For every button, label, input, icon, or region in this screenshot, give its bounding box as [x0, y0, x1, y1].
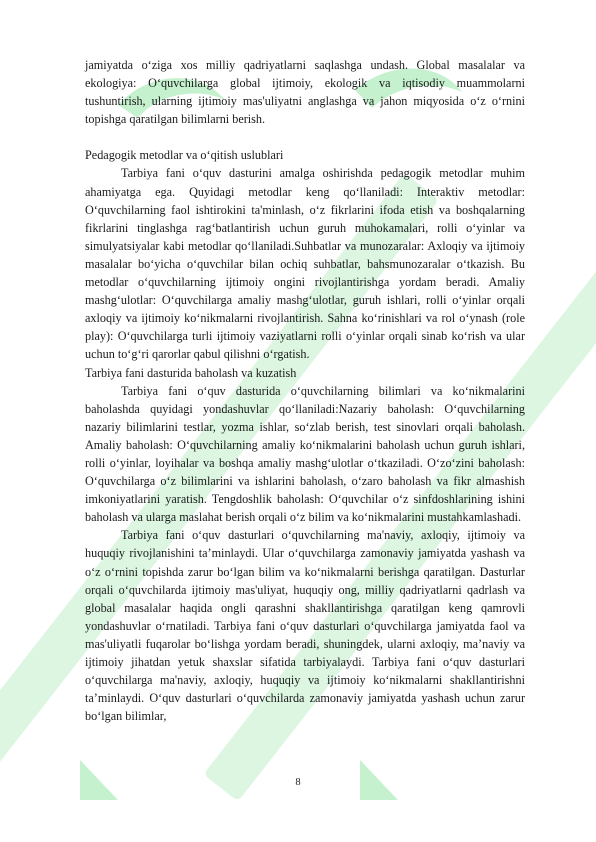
paragraph-assessment: Tarbiya fani o‘quv dasturida o‘quvchilarning bilimlari va ko‘nikmalarini baholashda quyidagi yondashuvlar qo‘llaniladi:Nazariy baholash: O‘quvchilarning nazariy bilimlarini testlar, yozma ishlar, so‘zlab berish, test sinovlari orqali baholash. Amaliy baholash: O‘quvchilarning amaliy ko‘nikmalarini baholash uchun guruh ishlari, rolli o‘yinlar, loyihalar va boshqa amaliy mashg‘ulotlar o‘tkaziladi. O‘zo‘zini baholash: O‘quvchilarga o‘z bilimlarini va ishlarini baholash, o‘zaro baholash va fikr almashish imkoniyatlarini yaratish. Tengdoshlik baholash: O‘quvchilar o‘z sinfdoshlarining ishini baholash va ularga maslahat berish orqali o‘z bilim va ko‘nikmalarini mustahkamlashadi.: [85, 383, 525, 525]
paragraph-spacer: [85, 128, 525, 146]
page-number: 8: [295, 777, 301, 788]
paragraph-curriculum-summary: Tarbiya fani o‘quv dasturlari o‘quvchilarning ma'naviy, axloqiy, ijtimoiy va huquqiy rivojlanishini ta’minlaydi. Ular o‘quvchilarga zamonaviy jamiyatda yashash va o‘z o‘rnini topishda zarur bo‘lgan bilim va ko‘nikmalarni berishga qaratilgan. Dasturlar orqali o‘quvchilarda ijtimoiy mas'uliyat, huquqiy ong, milliy qadriyatlarni qadrlash va global masalalar haqida ongli qarashni shakllantirishga qaratilgan keng qamrovli yondashuvlar o‘rnatiladi. Tarbiya fani o‘quv dasturlari o‘quvchilarga jamiyatda faol va mas'uliyatli fuqarolar bo‘lishga yordam beradi, shuningdek, ularni axloqiy, ma’naviy va ijtimoiy jihatdan yetuk shaxslar sifatida tarbiyalaydi. Tarbiya fani o‘quv dasturlari o‘quvchilarga ma'naviy, axloqiy, huquqiy va ijtimoiy ko‘nikmalarni shakllantirishni ta’minlaydi. O‘quv dasturlari o‘quvchilarda zamonaviy jamiyatda yashash uchun zarur bo‘lgan bilimlar,: [85, 528, 525, 724]
paragraph-global-issues: jamiyatda o‘ziga xos milliy qadriyatlarni saqlashga undash. Global masalalar va ekologiya: O‘quvchilarga global ijtimoiy, ekologik va iqtisodiy muammolarni tushuntirish, ularning ijtimoiy mas'uliyatni anglashga va jahon miqyosida o‘z o‘rnini topishga qaratilgan bilimlarni berish.: [85, 58, 525, 127]
document-body: [85, 56, 525, 725]
section-heading-assessment: Tarbiya fani dasturida baholash va kuzatish: [85, 365, 297, 380]
paragraph-pedagogical-methods: Tarbiya fani o‘quv dasturini amalga oshirishda pedagogik metodlar muhim ahamiyatga ega. Quyidagi metodlar keng qo‘llaniladi: Interaktiv metodlar: O‘quvchilarning faol ishtirokini ta'minlash, o‘z fikrlarini ifoda etish va boshqalarning fikrlarini tinglashga rag‘batlantirish uchun guruh muhokamalari, rolli o‘yinlar va simulyatsiyalar kabi metodlar qo‘llaniladi.Suhbatlar va munozaralar: Axloqiy va ijtimoiy masalalar bo‘yicha o‘quvchilar bilan ochiq suhbatlar, bahsmunozaralar o‘tkazish. Bu metodlar o‘quvchilarning ijtimoiy ongini rivojlantirishga yordam beradi. Amaliy mashg‘ulotlar: O‘quvchilarga amaliy mashg‘ulotlar, guruh ishlari, rolli o‘yinlar orqali axloqiy va ijtimoiy ko‘nikmalarni rivojlantirish. Sahna ko‘rinishlari va rol o‘ynash (role play): O‘quvchilarga turli ijtimoiy vaziyatlarni rolli o‘yinlar orqali sinab ko‘rish va ular uchun to‘g‘ri qarorlar qabul qilishni o‘rgatish.: [85, 166, 525, 362]
section-heading-pedagogical-methods: Pedagogik metodlar va o‘qitish uslublari: [85, 148, 284, 163]
